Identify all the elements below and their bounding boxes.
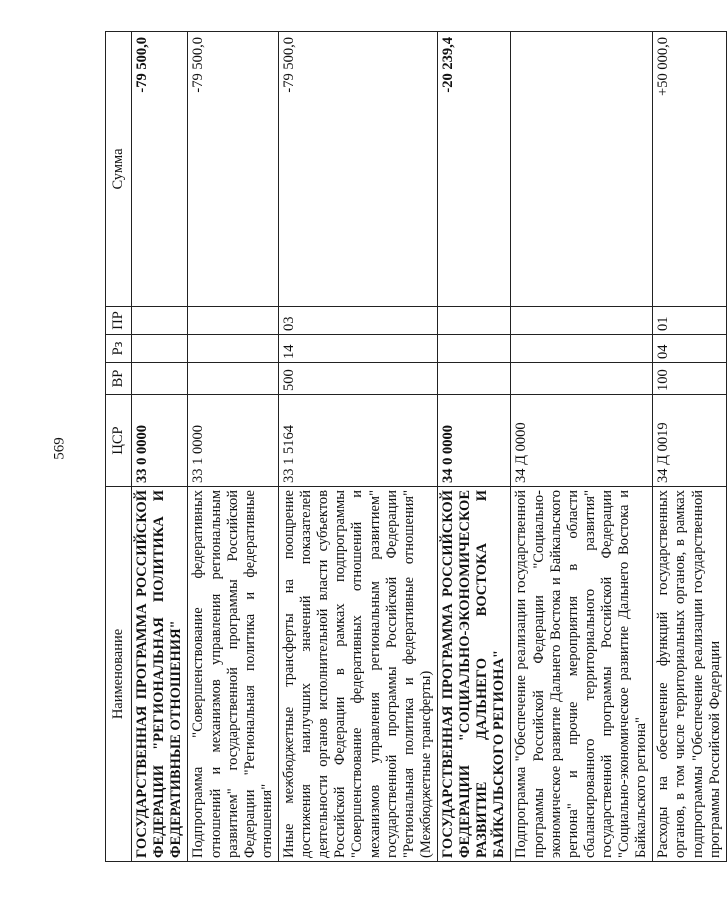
row-sum: -79 500,0 [132,32,188,307]
row-rz [132,335,188,363]
row-sum: -79 500,0 [278,32,437,307]
budget-table [105,31,727,862]
table-row [511,32,653,862]
row-vr [511,363,653,395]
row-vr: 500 [278,363,437,395]
row-csr: 34 Д 0000 [511,395,653,487]
header-name: Наименование [106,487,132,862]
rotated-page [105,32,723,862]
table-row [278,32,437,862]
header-vr: ВР [106,363,132,395]
table-body [132,32,727,862]
row-vr [188,363,279,395]
row-vr [132,363,188,395]
row-csr: 33 1 0000 [188,395,279,487]
header-pr: ПР [106,307,132,335]
row-name: Расходы на обеспечение функций государственных органов, в том числе территориальных органов, в рамках подпрограммы "Обеспечение реализации государственной программы Российской Федерации [653,487,726,862]
row-pr [132,307,188,335]
row-rz [437,335,510,363]
row-pr [437,307,510,335]
row-vr [437,363,510,395]
row-sum [511,32,653,307]
table-row [653,32,726,862]
row-csr: 34 Д 0019 [653,395,726,487]
row-pr: 01 [653,307,726,335]
table-row [132,32,188,862]
row-name: ГОСУДАРСТВЕННАЯ ПРОГРАММА РОССИЙСКОЙ ФЕДЕРАЦИИ "РЕГИОНАЛЬНАЯ ПОЛИТИКА И ФЕДЕРАТИВНЫЕ ОТНОШЕНИЯ" [132,487,188,862]
page-number: 569 [51,437,68,460]
row-csr: 33 1 5164 [278,395,437,487]
row-pr [188,307,279,335]
table-row [437,32,510,862]
row-pr: 03 [278,307,437,335]
row-sum: +50 000,0 [653,32,726,307]
row-vr: 100 [653,363,726,395]
row-csr: 34 0 0000 [437,395,510,487]
row-pr [511,307,653,335]
table-row [188,32,279,862]
header-csr: ЦСР [106,395,132,487]
header-rz: Рз [106,335,132,363]
row-rz [511,335,653,363]
row-rz: 14 [278,335,437,363]
row-csr: 33 0 0000 [132,395,188,487]
row-name: Подпрограмма "Совершенствование федеративных отношений и механизмов управления региональным развитием" государственной программы Российской Федерации "Региональная политика и федеративные отношения" [188,487,279,862]
header-row [106,32,132,862]
row-name: Иные межбюджетные трансферты на поощрение достижения наилучших значений показателей деятельности органов исполнительной власти субъектов Российской Федерации в рамках подпрограммы "Совершенствование федеративных отношений и механизмов управления региональным развитием" государственной программы Российской Федерации "Региональная политика и федеративные отношения" (Межбюджетные трансферты) [278,487,437,862]
row-sum: -20 239,4 [437,32,510,307]
row-name: Подпрограмма "Обеспечение реализации государственной программы Российской Федерации "Социально-экономическое развитие Дальнего Востока и Байкальского региона" и прочие мероприятия в области сбалансированного территориального развития" государственной программы Российской Федерации "Социально-экономическое развитие Дальнего Востока и Байкальского региона" [511,487,653,862]
row-sum: -79 500,0 [188,32,279,307]
row-name: ГОСУДАРСТВЕННАЯ ПРОГРАММА РОССИЙСКОЙ ФЕДЕРАЦИИ "СОЦИАЛЬНО-ЭКОНОМИЧЕСКОЕ РАЗВИТИЕ ДАЛЬНЕГО ВОСТОКА И БАЙКАЛЬСКОГО РЕГИОНА" [437,487,510,862]
row-rz [188,335,279,363]
header-sum: Сумма [106,32,132,307]
row-rz: 04 [653,335,726,363]
